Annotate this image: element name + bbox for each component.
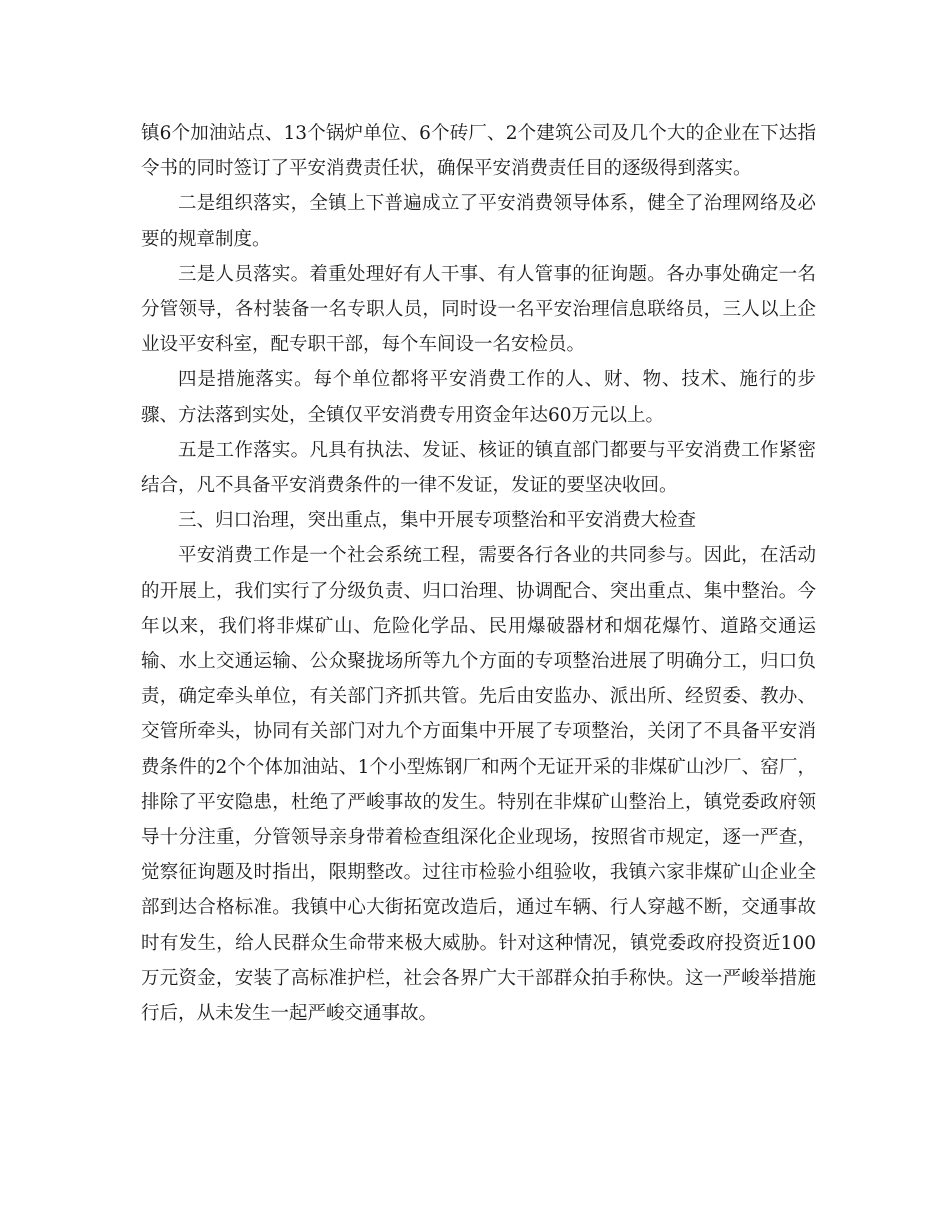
paragraph-special-rectification: 平安消费工作是一个社会系统工程，需要各行各业的共同参与。因此，在活动的开展上，我们实行了分级负责、归口治理、协调配合、突出重点、集中整治。今年以来，我们将非煤矿山、危险化学品、民用爆破器材和烟花爆竹、道路交通运输、水上交通运输、公众聚拢场所等九个方面的专项整治进展了明确分工，归口负责，确定牵头单位，有关部门齐抓共管。先后由安监办、派出所、经贸委、教办、交管所牵头，协同有关部门对九个方面集中开展了专项整治，关闭了不具备平安消费条件的2个个体加油站、1个小型炼钢厂和两个无证开采的非煤矿山沙厂、窑厂，排除了平安隐患，杜绝了严峻事故的发生。特别在非煤矿山整治上，镇党委政府领导十分注重，分管领导亲身带着检查组深化企业现场，按照省市规定，逐一严查，觉察征询题及时指出，限期整改。过往市检验小组验收，我镇六家非煤矿山企业全部到达合格标准。我镇中心大街拓宽改造后，通过车辆、行人穿越不断，交通事故时有发生，给人民群众生命带来极大威胁。针对这种情况，镇党委政府投资近100万元资金，安装了高标准护栏，社会各界广大干部群众拍手称快。这一严峻举措施行后，从未发生一起严峻交通事故。 (141, 545, 816, 1025)
paragraph-organization: 二是组织落实，全镇上下普遍成立了平安消费领导体系，健全了治理网络及必要的规章制度。 (141, 193, 816, 250)
paragraph-personnel: 三是人员落实。着重处理好有人干事、有人管事的征询题。各办事处确定一名分管领导，各村装备一名专职人员，同时设一名平安治理信息联络员，三人以上企业设平安科室，配专职干部，每个车间设一名安检员。 (141, 263, 816, 356)
paragraph-work: 五是工作落实。凡具有执法、发证、核证的镇直部门都要与平安消费工作紧密结合，凡不具备平安消费条件的一律不发证，发证的要坚决收回。 (141, 439, 816, 497)
document-body (141, 116, 816, 1031)
paragraph-measures: 四是措施落实。每个单位都将平安消费工作的人、财、物、技术、施行的步骤、方法落到实处，全镇仅平安消费专用资金年达60万元以上。 (141, 369, 816, 426)
section-heading: 三、归口治理，突出重点，集中开展专项整治和平安消费大检查 (178, 510, 697, 532)
paragraph-continuation: 镇6个加油站点、13个锅炉单位、6个砖厂、2个建筑公司及几个大的企业在下达指令书的同时签订了平安消费责任状，确保平安消费责任目的逐级得到落实。 (141, 123, 816, 180)
